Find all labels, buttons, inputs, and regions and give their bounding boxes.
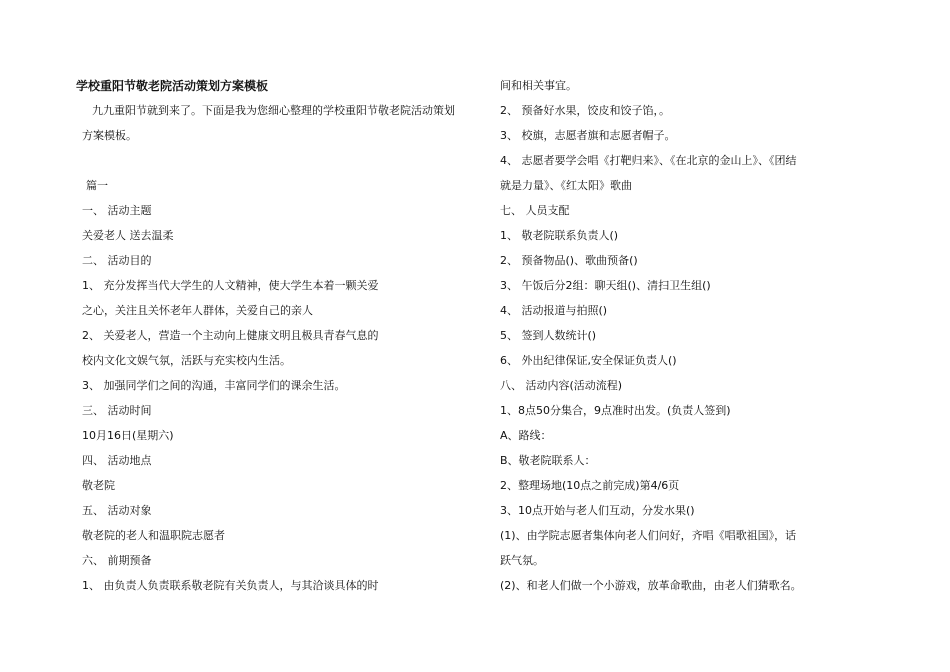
section-heading: 篇一 (86, 179, 108, 192)
text-line: 4、 活动报道与拍照() (500, 304, 608, 317)
text-line: 2、整理场地(10点之前完成)第4/6页 (500, 479, 680, 492)
text-line: 1、 由负责人负责联系敬老院有关负责人，与其洽谈具体的时 (82, 579, 379, 592)
text-line: 1、 敬老院联系负责人() (500, 229, 619, 242)
text-line: B、敬老院联系人： (500, 454, 596, 467)
text-line: 5、 签到人数统计() (500, 329, 597, 342)
text-line: 2、 关爱老人，营造一个主动向上健康文明且极具青春气息的 (82, 329, 379, 342)
document-title: 学校重阳节敬老院活动策划方案模板 (76, 79, 269, 93)
text-line: 三、 活动时间 (82, 404, 152, 417)
text-line: 九九重阳节就到来了。下面是我为您细心整理的学校重阳节敬老院活动策划 (92, 104, 455, 117)
text-line: 1、 充分发挥当代大学生的人文精神，使大学生本着一颗关爱 (82, 279, 379, 292)
text-line: 3、 加强同学们之间的沟通，丰富同学们的课余生活。 (82, 379, 346, 392)
text-line: 3、 午饭后分2组：聊天组()、清扫卫生组() (500, 279, 711, 292)
text-line: 之心，关注且关怀老年人群体，关爱自己的亲人 (82, 304, 313, 317)
text-line: 2、 预备物品()、歌曲预备() (500, 254, 638, 267)
text-line: 四、 活动地点 (82, 454, 152, 467)
text-line: 关爱老人 送去温柔 (82, 229, 174, 242)
text-line: 3、 校旗，志愿者旗和志愿者帽子。 (500, 129, 676, 142)
text-line: 八、 活动内容(活动流程) (500, 379, 623, 392)
text-line: 六、 前期预备 (82, 554, 152, 567)
text-line: 敬老院的老人和温职院志愿者 (82, 529, 225, 542)
text-line: 一、 活动主题 (82, 204, 152, 217)
text-line: 校内文化文娱气氛，活跃与充实校内生活。 (82, 354, 291, 367)
text-line: (2)、和老人们做一个小游戏，放革命歌曲，由老人们猜歌名。 (500, 579, 802, 592)
text-line: 2、 预备好水果，饺皮和饺子馅，。 (500, 104, 670, 117)
text-line: 3、10点开始与老人们互动，分发水果() (500, 504, 695, 517)
text-line: 10月16日(星期六) (82, 429, 174, 442)
text-line: 方案模板。 (82, 129, 137, 142)
text-line: 敬老院 (82, 479, 115, 492)
text-line: 间和相关事宜。 (500, 79, 577, 92)
text-line: 4、 志愿者要学会唱《打靶归来》、《在北京的金山上》、《团结 (500, 154, 797, 167)
text-line: 就是力量》、《红太阳》歌曲 (500, 179, 632, 192)
text-line: 跃气氛。 (500, 554, 544, 567)
text-line: 6、 外出纪律保证,安全保证负责人() (500, 354, 677, 367)
text-line: 七、 人员支配 (500, 204, 570, 217)
text-line: A、路线： (500, 429, 552, 442)
text-line: 1、8点50分集合，9点准时出发。(负责人签到) (500, 404, 731, 417)
text-line: 二、 活动目的 (82, 254, 152, 267)
text-line: 五、 活动对象 (82, 504, 152, 517)
text-line: (1)、由学院志愿者集体向老人们问好，齐唱《唱歌祖国》，话 (500, 529, 797, 542)
